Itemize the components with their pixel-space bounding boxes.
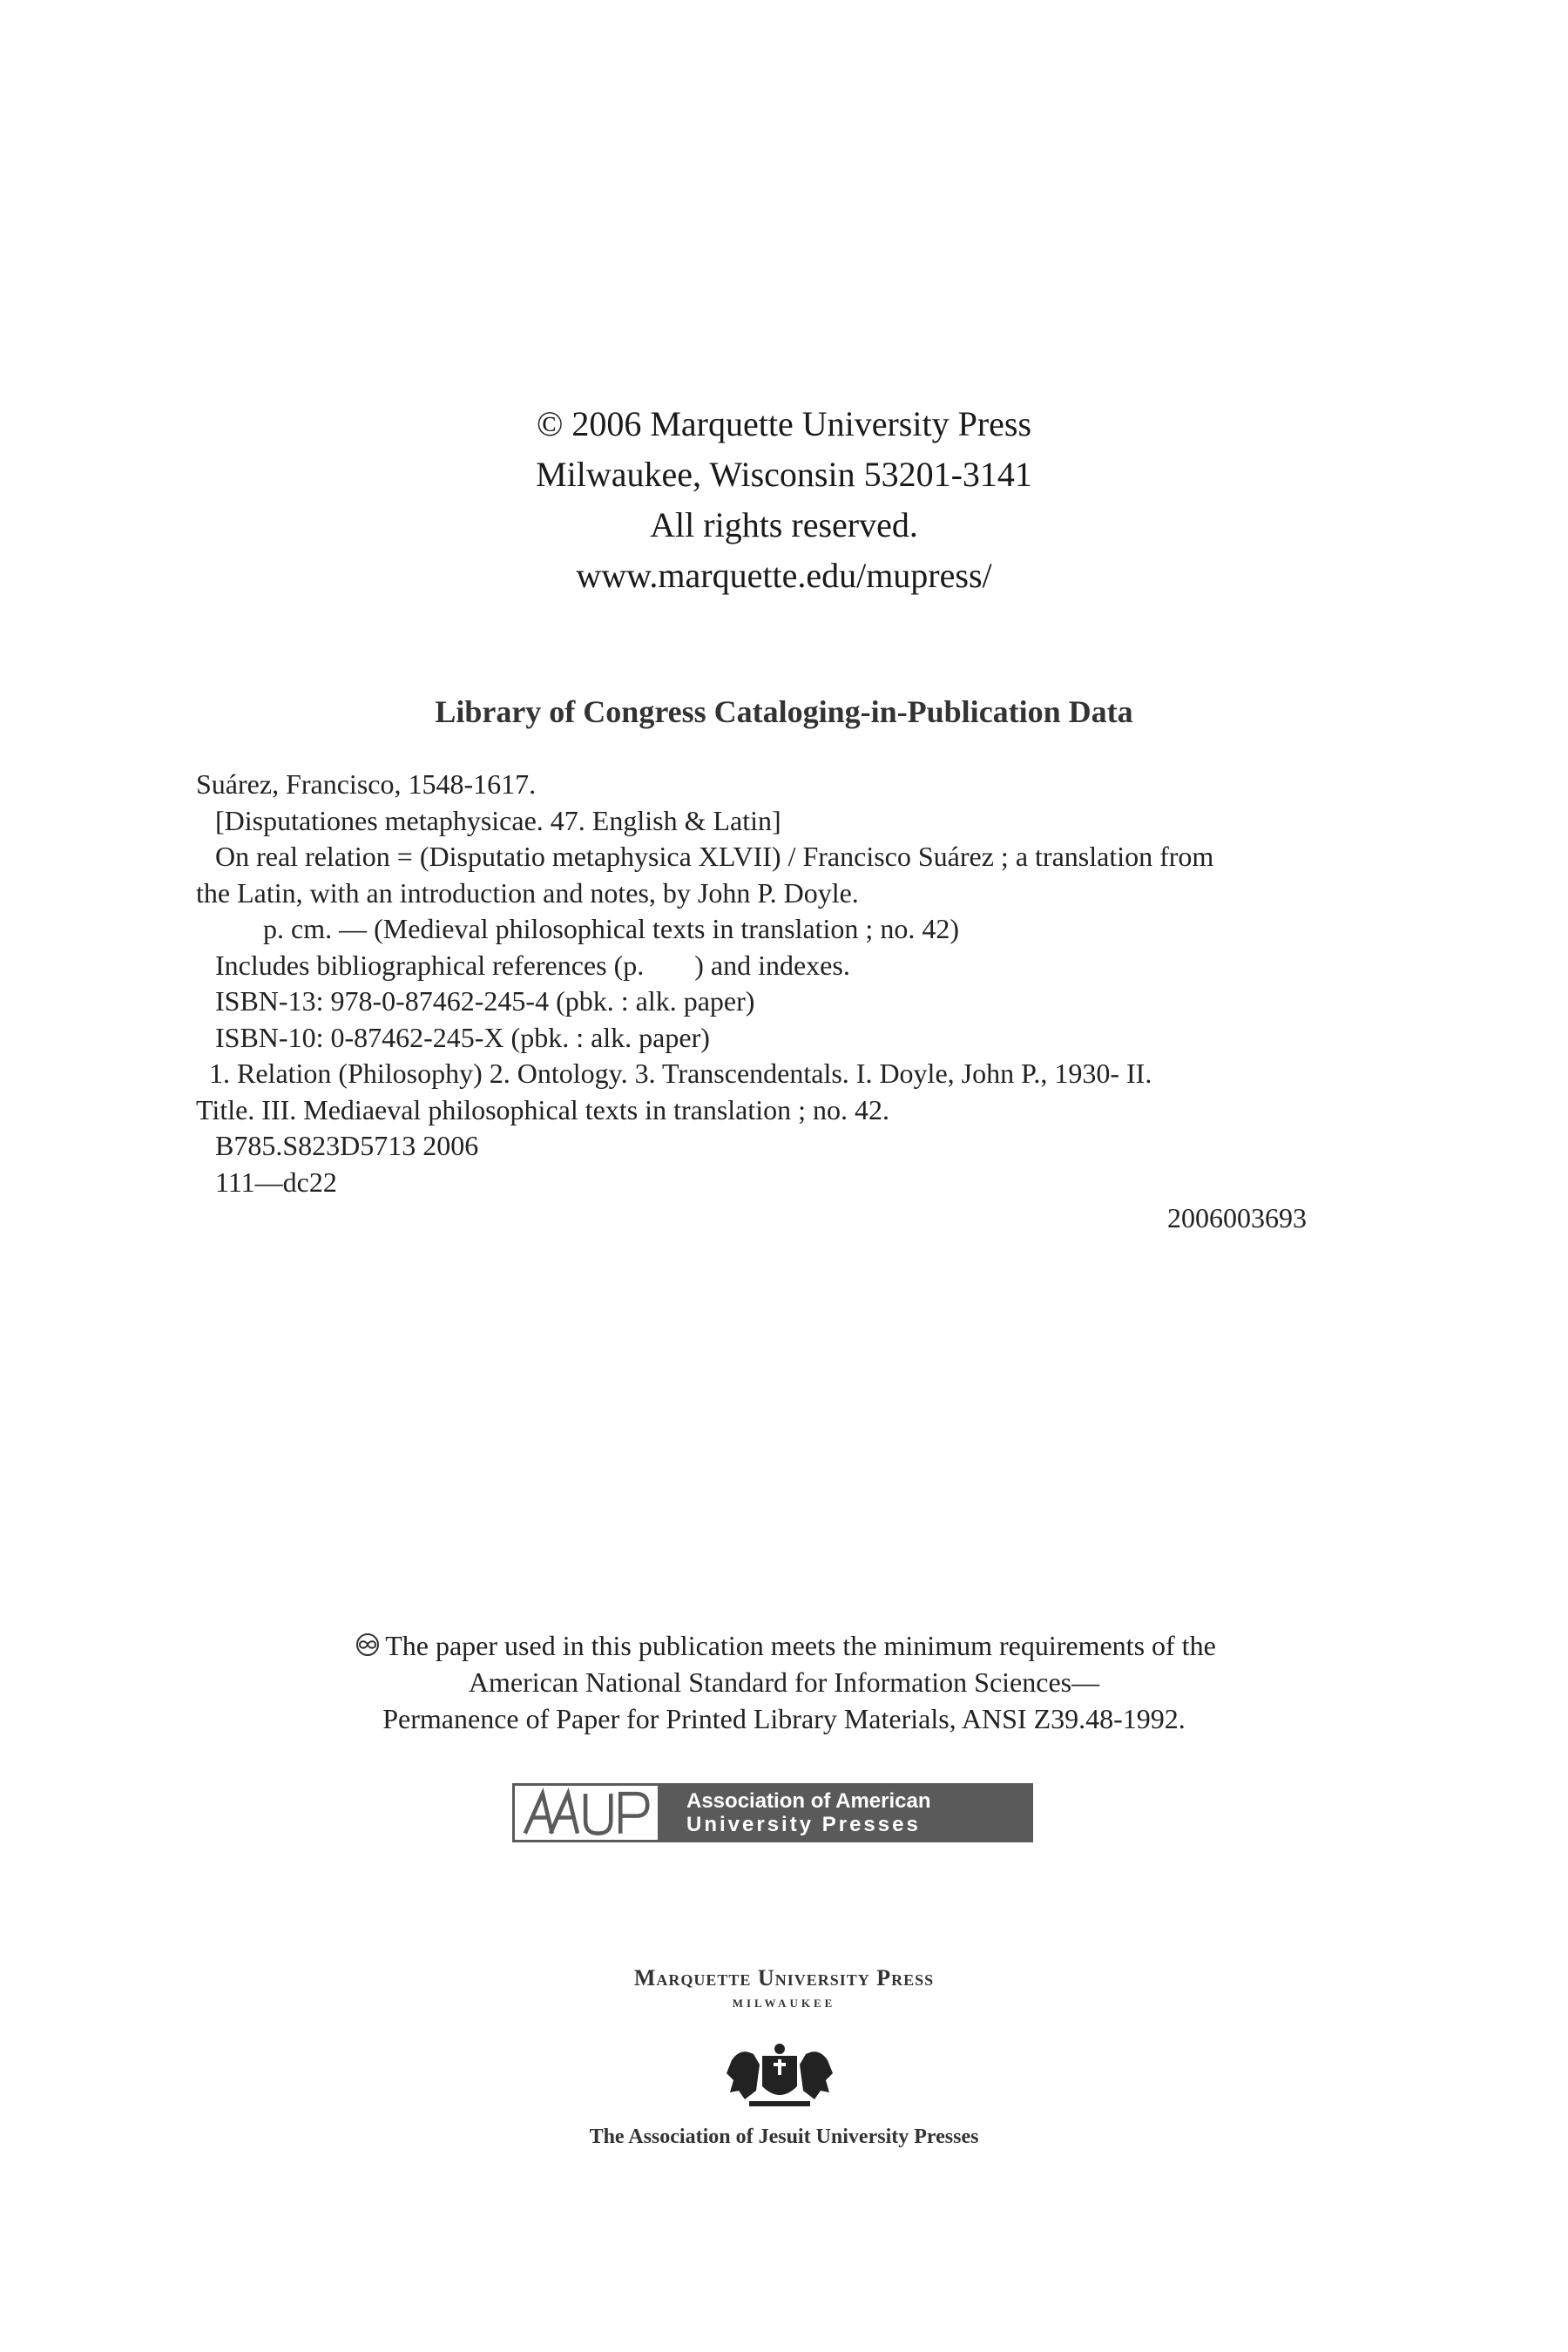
cip-isbn-13: ISBN-13: 978-0-87462-245-4 (pbk. : alk. paper) (215, 985, 755, 1017)
cip-subjects-line-1: 1. Relation (Philosophy) 2. Ontology. 3. Transcendentals. I. Doyle, John P., 1930- II. (209, 1058, 1152, 1089)
cip-subjects-line-2: Title. III. Mediaeval philosophical texts in translation ; no. 42. (196, 1093, 890, 1125)
copyright-line: © 2006 Marquette University Press (536, 404, 1032, 443)
cip-title-line-1: On real relation = (Disputatio metaphysica XLVII) / Francisco Suárez ; a translation from (215, 841, 1214, 872)
cip-bibliography-end: ) and indexes. (694, 949, 850, 981)
publisher-address: Milwaukee, Wisconsin 53201-3141 (536, 455, 1032, 494)
aaup-text-line-1: Association of American (686, 1789, 931, 1813)
paper-note-line-2: American National Standard for Information Sciences— (468, 1666, 1100, 1698)
cip-lc-class: B785.S823D5713 2006 (215, 1130, 479, 1161)
publisher-imprint: Marquette University Press (633, 1965, 935, 1990)
cip-record (196, 767, 1346, 1237)
aaup-mark-icon (512, 1783, 660, 1842)
aaup-text-line-2: University Presses (686, 1813, 921, 1836)
ajup-imprint: The Association of Jesuit University Presses (589, 2126, 979, 2148)
cip-bibliography-note (196, 948, 1346, 984)
rights-line: All rights reserved. (650, 505, 918, 544)
cip-physical-description: p. cm. — (Medieval philosophical texts in translation ; no. 42) (263, 913, 959, 944)
aaup-logo (512, 1783, 1033, 1842)
infinity-circle-icon (352, 1632, 383, 1657)
paper-note-text-1: The paper used in this publication meets the minimum requirements of the (385, 1630, 1216, 1661)
cip-uniform-title: [Disputationes metaphysicae. 47. English & Latin] (215, 804, 781, 836)
cip-heading: Library of Congress Cataloging-in-Publication Data (435, 694, 1133, 729)
paper-note-line-1 (0, 1627, 1568, 1664)
cip-title-line-2: the Latin, with an introduction and notes, by John P. Doyle. (196, 876, 859, 909)
publisher-url: www.marquette.edu/mupress/ (576, 556, 992, 595)
paper-permanence-note (0, 1627, 1568, 1737)
cip-dewey: 111—dc22 (215, 1166, 337, 1198)
cip-isbn-10: ISBN-10: 0-87462-245-X (pbk. : alk. paper) (215, 1021, 710, 1053)
copyright-block (0, 399, 1568, 601)
cip-lccn: 2006003693 (1167, 1202, 1307, 1233)
aaup-wordmark (660, 1789, 931, 1836)
cip-author: Suárez, Francisco, 1548-1617. (196, 768, 537, 800)
cip-bibliography-start: Includes bibliographical references (p. (215, 949, 645, 981)
publisher-city: MILWAUKEE (732, 1997, 836, 2010)
paper-note-line-3: Permanence of Paper for Printed Library Materials, ANSI Z39.48-1992. (382, 1703, 1186, 1734)
jesuit-crest-icon (714, 2038, 845, 2117)
